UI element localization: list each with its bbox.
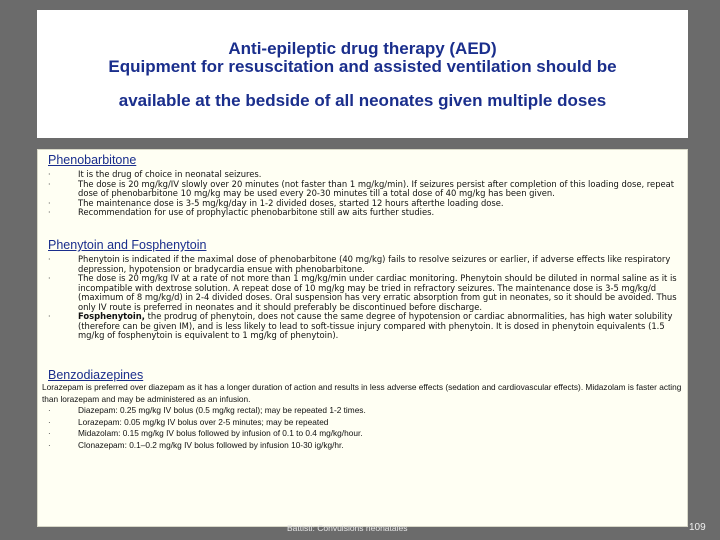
list-item: · The dose is 20 mg/kg/IV slowly over 20 minutes (not faster than 1 mg/kg/min). If seizures persist after completion of this loading dose, repeat dose of phenobarbitone 10 mg/kg may be used every 20-30 minutes till a total dose of 40 mg/kg has been given. <box>48 178 675 198</box>
title-box <box>37 10 688 138</box>
benzodiazepines-heading: Benzodiazepines <box>48 368 144 382</box>
bullet-icon: · <box>48 255 51 264</box>
bullet-icon: · <box>48 198 51 208</box>
list-item: · Phenytoin is indicated if the maximal dose of phenobarbitone (40 mg/kg) fails to resolve seizures or earlier, if adverse effects like respiratory depression, hypotension or bradycardia ensue with phenobarbitone. <box>48 254 671 274</box>
list-item: · Clonazepam: 0.1–0.2 mg/kg IV bolus followed by infusion 10-30 ig/kg/hr. <box>48 439 344 450</box>
page-number: 109 <box>689 522 706 533</box>
list-item: · It is the drug of choice in neonatal seizures. <box>48 169 262 179</box>
bullet-icon: · <box>48 312 51 321</box>
benzodiazepines-intro: Lorazepam is preferred over diazepam as it has a longer duration of action and results in less adverse effects (sedation and cardiovascular effects). Midazolam is faster acting than lorazepam and may be administered as an infusion. <box>42 382 682 404</box>
bullet-icon: · <box>48 440 51 450</box>
bullet-icon: · <box>48 274 51 283</box>
list-item: · Fosphenytoin, the prodrug of phenytoin, does not cause the same degree of hypotension or cardiac abnormalities, has high water solubility (therefore can be given IM), and is less likely to lead to soft-tissue injury compared with phenytoin. It is dosed in phenytoin equivalents (1.5 mg/kg of fosphenytoin is equivalent to 1 mg/kg of phenytoin). <box>48 311 673 340</box>
benzodiazepines-list <box>42 382 684 452</box>
bullet-icon: · <box>48 417 51 427</box>
phenytoin-list <box>48 255 678 341</box>
slide-subtitle-line-1: Equipment for resuscitation and assisted ventilation should be <box>108 57 617 76</box>
phenobarbitone-list <box>48 170 678 218</box>
footer-text: Battisti: Convulsions néonatales <box>287 523 408 533</box>
list-item: · Midazolam: 0.15 mg/kg IV bolus followed by infusion of 0.1 to 0.4 mg/kg/hour. <box>48 428 363 439</box>
list-item: · Lorazepam: 0.05 mg/kg IV bolus over 2-5 minutes; may be repeated <box>48 416 329 427</box>
list-item: · The maintenance dose is 3-5 mg/kg/day in 1-2 divided doses, started 12 hours afterthe loading dose. <box>48 197 504 208</box>
content-box <box>37 149 688 527</box>
phenobarbitone-heading: Phenobarbitone <box>48 153 137 167</box>
fosphenytoin-term: Fosphenytoin, <box>78 311 145 321</box>
bullet-icon: · <box>48 208 51 217</box>
list-item: · The dose is 20 mg/kg IV at a rate of not more than 1 mg/kg/min under cardiac monitoring. Phenytoin should be diluted in normal saline as it is incompatible with dextrose solution. A repeat dose of 10 mg/kg may be tried in refractory seizures. The maintenance dose is 3-5 mg/kg/d (maximum of 8 mg/kg/d) in 2-4 divided doses. Oral suspension has very erratic absorption from gut in neonates, so it should be avoided. Thus only IV route is preferred in neonates and it should preferably be discontinued before discharge. <box>48 273 677 312</box>
bullet-icon: · <box>48 406 51 416</box>
bullet-icon: · <box>48 179 51 189</box>
bullet-icon: · <box>48 170 51 179</box>
slide-title: Anti-epileptic drug therapy (AED) <box>228 39 497 58</box>
list-item: · Recommendation for use of prophylactic phenobarbitone still aw aits further studies. <box>48 207 435 217</box>
bullet-icon: · <box>48 429 51 439</box>
phenytoin-heading: Phenytoin and Fosphenytoin <box>48 238 207 252</box>
list-item: · Diazepam: 0.25 mg/kg IV bolus (0.5 mg/kg rectal); may be repeated 1-2 times. <box>48 405 366 416</box>
slide-subtitle-line-2: available at the bedside of all neonates given multiple doses <box>118 91 607 110</box>
